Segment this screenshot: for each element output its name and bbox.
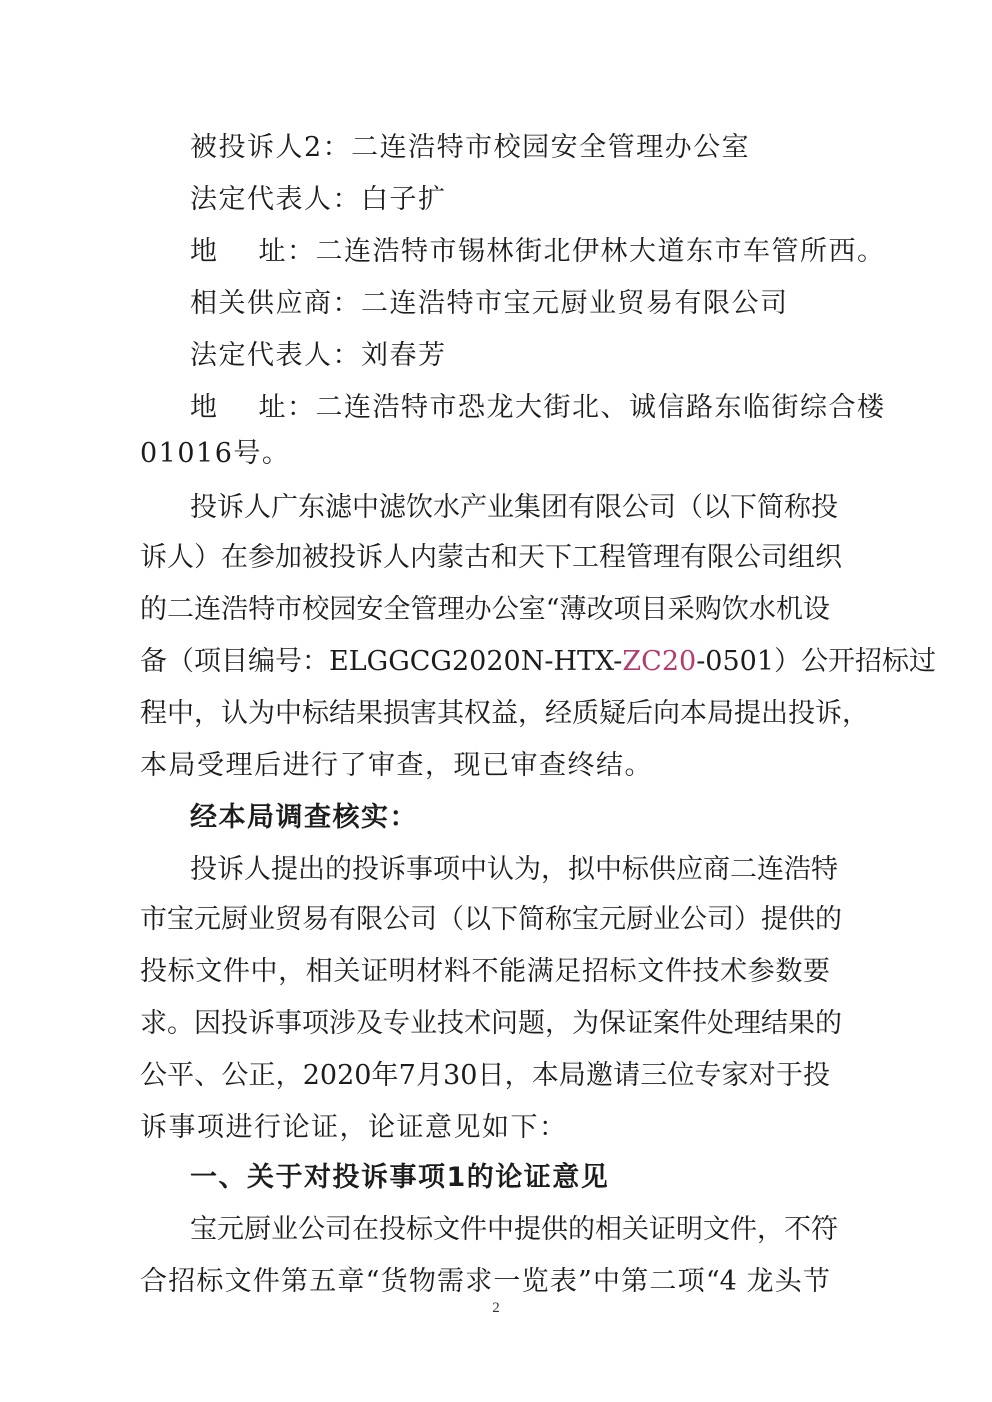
investigation-heading: 经本局调查核实： bbox=[190, 802, 418, 833]
paragraph-1-line-6: 本局受理后进行了审查，现已审查终结。 bbox=[140, 750, 653, 781]
section-heading-1: 一、关于对投诉事项1的论证意见 bbox=[190, 1162, 610, 1193]
address-value-1: 址：二连浩特市锡林街北伊林大道东市车管所西。 bbox=[258, 236, 886, 267]
address-continuation: 01016号。 bbox=[140, 438, 291, 469]
paragraph-2-line-1: 投诉人提出的投诉事项中认为，拟中标供应商二连浩特 bbox=[190, 854, 838, 885]
legal-rep-line-1: 法定代表人：白子扩 bbox=[190, 184, 447, 215]
paragraph-2-line-5: 公平、公正，2020年7月30日，本局邀请三位专家对于投 bbox=[140, 1060, 830, 1091]
paragraph-1-line-5: 程中，认为中标结果损害其权益，经质疑后向本局提出投诉， bbox=[140, 698, 869, 729]
paragraph-2-line-6: 诉事项进行论证，论证意见如下： bbox=[140, 1112, 568, 1143]
paragraph-1-line-2: 诉人）在参加被投诉人内蒙古和天下工程管理有限公司组织 bbox=[140, 542, 842, 573]
address-label-char-1: 地 bbox=[190, 236, 219, 267]
address-value-2: 址：二连浩特市恐龙大街北、诚信路东临街综合楼 bbox=[258, 392, 886, 423]
paragraph-2-line-3: 投标文件中，相关证明材料不能满足招标文件技术参数要 bbox=[140, 956, 830, 987]
legal-rep-line-2: 法定代表人：刘春芳 bbox=[190, 340, 447, 371]
paragraph-1-line-3: 的二连浩特市校园安全管理办公室“薄改项目采购饮水机设 bbox=[140, 594, 830, 625]
project-number-part-2: -0501）公开招标过 bbox=[696, 646, 937, 677]
paragraph-1-line-4 bbox=[140, 642, 937, 682]
respondent-2-line: 被投诉人2：二连浩特市校园安全管理办公室 bbox=[190, 132, 751, 163]
paragraph-3-line-2: 合招标文件第五章“货物需求一览表”中第二项“4 龙头节 bbox=[140, 1266, 830, 1297]
project-number-highlight: ZC20 bbox=[622, 646, 697, 677]
address-line-1 bbox=[190, 232, 886, 272]
address-line-2 bbox=[190, 388, 886, 428]
project-number-part-1: 备（项目编号：ELGGCG2020N-HTX- bbox=[140, 646, 623, 677]
address-label-char-2: 地 bbox=[190, 392, 219, 423]
page-number: 2 bbox=[492, 1300, 500, 1316]
paragraph-2-line-4: 求。因投诉事项涉及专业技术问题，为保证案件处理结果的 bbox=[140, 1008, 842, 1039]
paragraph-3-line-1: 宝元厨业公司在投标文件中提供的相关证明文件，不符 bbox=[190, 1214, 838, 1245]
paragraph-2-line-2: 市宝元厨业贸易有限公司（以下简称宝元厨业公司）提供的 bbox=[140, 904, 842, 935]
paragraph-1-line-1: 投诉人广东滤中滤饮水产业集团有限公司（以下简称投 bbox=[190, 492, 838, 523]
related-supplier-line: 相关供应商：二连浩特市宝元厨业贸易有限公司 bbox=[190, 288, 789, 319]
